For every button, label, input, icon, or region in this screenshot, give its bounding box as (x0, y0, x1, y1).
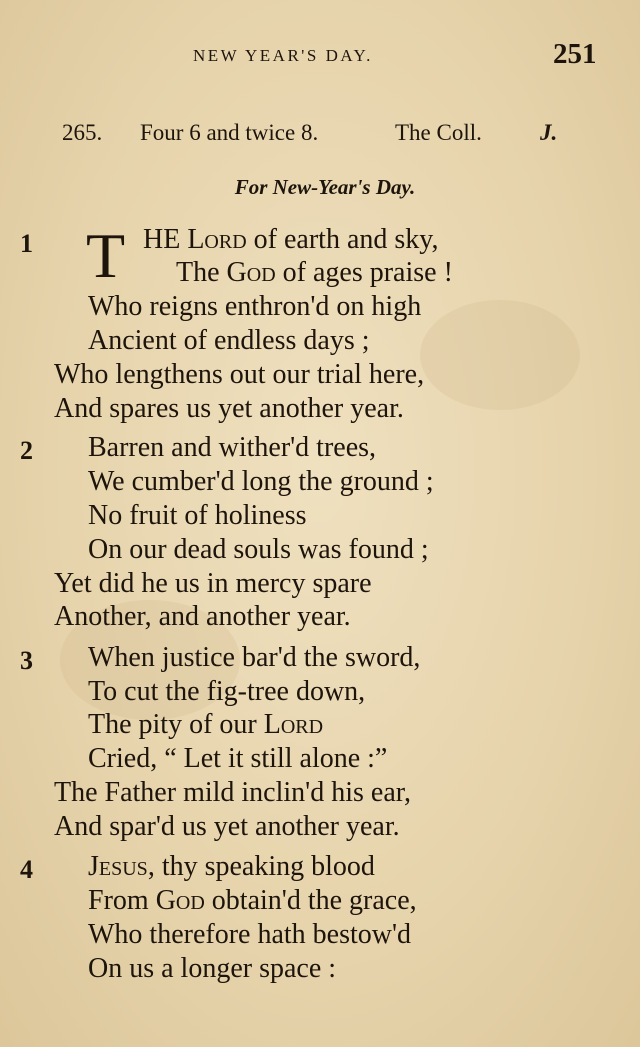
drop-cap: T (86, 220, 126, 291)
verse-line: Yet did he us in mercy spare (54, 568, 372, 599)
page-number: 251 (553, 38, 597, 70)
verse-number: 3 (20, 646, 33, 675)
verse-line: HE Lord of earth and sky, (143, 224, 439, 255)
verse-line: Who reigns enthron'd on high (88, 291, 422, 322)
verse-line: Who therefore hath bestow'd (88, 919, 412, 950)
verse-line: We cumber'd long the ground ; (88, 466, 434, 497)
verse-line: To cut the fig-tree down, (88, 676, 366, 707)
verse-line: On our dead souls was found ; (88, 534, 429, 565)
verse-line: When justice bar'd the sword, (88, 642, 421, 673)
verse-number: 1 (20, 229, 33, 258)
hymn-meter: Four 6 and twice 8. (140, 120, 319, 145)
verse-line: No fruit of holiness (88, 500, 307, 531)
verse-line: Another, and another year. (54, 601, 351, 632)
verse-line: On us a longer space : (88, 953, 337, 984)
verse-line: The God of ages praise ! (176, 257, 453, 288)
verse-line: And spar'd us yet another year. (54, 811, 400, 842)
verse-line: The pity of our Lord (88, 709, 324, 740)
running-head: NEW YEAR'S DAY. (193, 46, 373, 65)
verse-line: Cried, “ Let it still alone :” (88, 743, 388, 774)
hymn-author: J. (540, 120, 558, 145)
page-header (0, 38, 640, 78)
paper-stain (420, 300, 580, 410)
verse-line: Barren and wither'd trees, (88, 432, 377, 463)
verse-line: Ancient of endless days ; (88, 325, 370, 356)
hymn-tune: The Coll. (395, 120, 482, 145)
verse-line: Who lengthens out our trial here, (54, 359, 425, 390)
hymn-meta (0, 120, 640, 154)
verse-line: The Father mild inclin'd his ear, (54, 777, 411, 808)
verse-line: From God obtain'd the grace, (88, 885, 417, 916)
verse-number: 2 (20, 436, 33, 465)
hymn-number: 265. (62, 120, 103, 145)
hymn-title: For New-Year's Day. (234, 175, 416, 199)
verse-number: 4 (20, 855, 33, 884)
verse-line: And spares us yet another year. (54, 393, 404, 424)
verse-line: Jesus, thy speaking blood (88, 851, 375, 882)
